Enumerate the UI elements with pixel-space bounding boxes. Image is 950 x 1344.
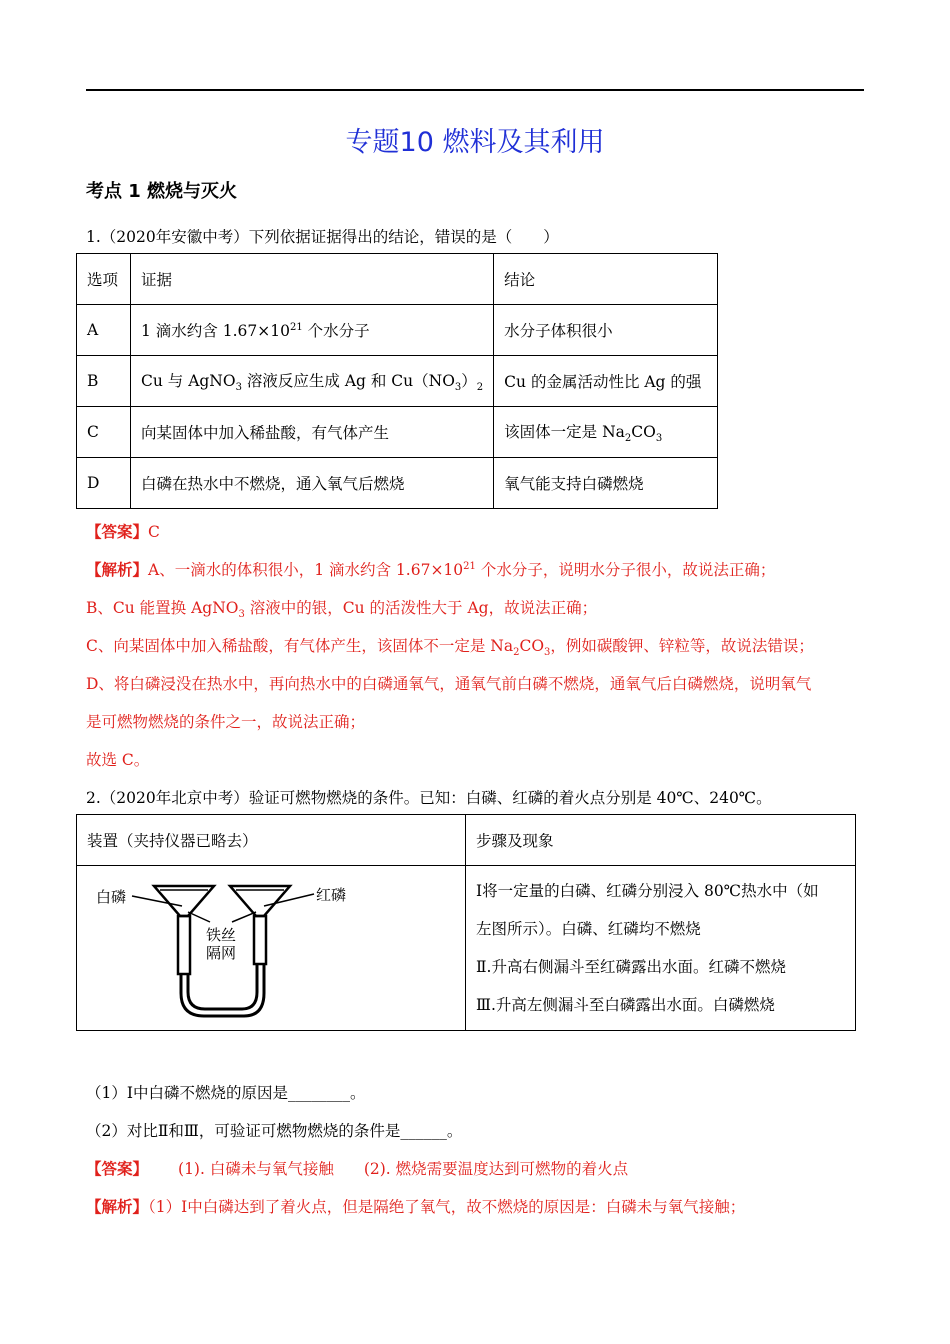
q1-answer: 【答案】C xyxy=(86,522,160,541)
conclusion-cell: 水分子体积很小 xyxy=(494,305,718,356)
header-cell: 证据 xyxy=(131,254,494,305)
header-cell: 装置（夹持仪器已略去） xyxy=(77,815,466,866)
apparatus-cell xyxy=(77,866,466,1031)
evidence-cell: Cu 与 AgNO$_3$ 溶液反应生成 Ag 和 $Cu(NO_3)_2$ xyxy=(131,356,494,407)
page-title: 专题10 燃料及其利用 xyxy=(345,127,605,158)
q1-analysis-d1: D、将白磷浸没在热水中，再向热水中的白磷通氧气，通氧气前白磷不燃烧，通氧气后白磷燃烧，说明氧气 xyxy=(86,675,812,693)
header-cell: 选项 xyxy=(77,254,131,305)
evidence-cell: 向某固体中加入稀盐酸，有气体产生 xyxy=(131,407,494,458)
step-line: 左图所示）。白磷、红磷均不燃烧 xyxy=(476,920,701,938)
label-mesh: 隔网 xyxy=(206,944,237,962)
header-cell: 步骤及现象 xyxy=(466,815,856,866)
q1-analysis-a: 【解析】A、一滴水的体积很小，1 滴水约含 $1.67\times 10^{21}$ 个水分子，说明水分子很小，故说法正确； xyxy=(86,560,776,579)
header-cell: 结论 xyxy=(494,254,718,305)
table-row xyxy=(77,254,718,305)
option-cell: C xyxy=(77,407,131,458)
q2-analysis: 【解析】（1）Ⅰ中白磷达到了着火点，但是隔绝了氧气，故不燃烧的原因是：白磷未与氧气接触； xyxy=(86,1197,746,1216)
table-row xyxy=(77,305,718,356)
step-line: Ⅱ.升高右侧漏斗至红磷露出水面。红磷不燃烧 xyxy=(476,958,786,976)
option-cell: D xyxy=(77,458,131,509)
q1-analysis-d2: 是可燃物燃烧的条件之一，故说法正确； xyxy=(86,713,366,731)
evidence-cell: 白磷在热水中不燃烧，通入氧气后燃烧 xyxy=(131,458,494,509)
step-line: Ⅲ.升高左侧漏斗至白磷露出水面。白磷燃烧 xyxy=(476,996,775,1014)
apparatus-diagram xyxy=(92,868,392,1028)
q1-analysis-b: B、Cu 能置换 AgNO$_3$ 溶液中的银，Cu 的活泼性大于 Ag，故说法正确； xyxy=(86,599,598,621)
q2-sub2: （2）对比Ⅱ和Ⅲ，可验证可燃物燃烧的条件是______。 xyxy=(86,1122,463,1140)
conclusion-cell: Cu 的金属活动性比 Ag 的强 xyxy=(494,356,718,407)
header-rule xyxy=(86,89,864,91)
table-row xyxy=(77,866,856,1031)
q1-stem: 1.（2020年安徽中考）下列依据证据得出的结论，错误的是（ ） xyxy=(86,228,559,246)
conclusion-cell: 该固体一定是 $Na_2CO_3$ xyxy=(494,407,718,458)
table-row xyxy=(77,815,856,866)
q1-analysis-end: 故选 C。 xyxy=(86,751,150,769)
table-row xyxy=(77,458,718,509)
q1-analysis-c: C、向某固体中加入稀盐酸，有气体产生，该固体不一定是 $Na_2CO_3$，例如碳酸钾、锌粒等，故说法错误； xyxy=(86,637,814,659)
q2-table xyxy=(76,814,856,1031)
table-row xyxy=(77,356,718,407)
label-red-phosphorus: 红磷 xyxy=(316,886,347,904)
label-iron-wire: 铁丝 xyxy=(206,926,237,944)
table-row xyxy=(77,407,718,458)
q1-table xyxy=(76,253,718,509)
steps-cell xyxy=(466,866,856,1031)
conclusion-cell: 氧气能支持白磷燃烧 xyxy=(494,458,718,509)
q2-sub1: （1）Ⅰ中白磷不燃烧的原因是________。 xyxy=(86,1084,366,1102)
section-heading: 考点 1 燃烧与灭火 xyxy=(86,181,238,202)
option-cell: B xyxy=(77,356,131,407)
step-line: Ⅰ将一定量的白磷、红磷分别浸入 80℃热水中（如 xyxy=(476,882,819,900)
evidence-cell: 1 滴水约含 $1.67\times 10^{21}$ 个水分子 xyxy=(131,305,494,356)
q2-stem: 2.（2020年北京中考）验证可燃物燃烧的条件。已知：白磷、红磷的着火点分别是 40℃、240℃。 xyxy=(86,789,772,807)
option-cell: A xyxy=(77,305,131,356)
q2-answer: 【答案】 (1). 白磷未与氧气接触 (2). 燃烧需要温度达到可燃物的着火点 xyxy=(86,1159,629,1178)
label-white-phosphorus: 白磷 xyxy=(96,888,127,906)
